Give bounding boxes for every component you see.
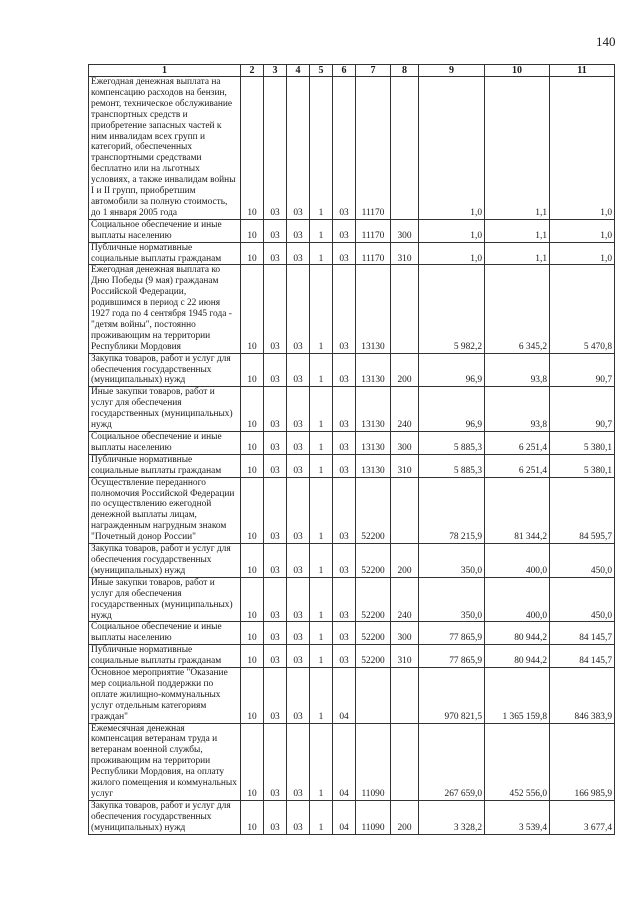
amount-cell: 166 985,9: [550, 723, 615, 800]
table-header-row: [89, 65, 615, 77]
code-cell: 03: [264, 219, 287, 242]
code-cell: 11090: [356, 723, 391, 800]
code-cell: 10: [241, 353, 264, 387]
code-cell: 03: [264, 454, 287, 477]
row-name: Ежемесячная денежная компенсация ветеранам труда и ветеранам военной службы, проживающим на территории Республики Мордовия, на оплату жилого помещения и коммунальных услуг: [89, 723, 241, 800]
code-cell: 03: [287, 622, 310, 645]
code-cell: 310: [391, 454, 419, 477]
code-cell: 10: [241, 668, 264, 724]
table-row: [89, 454, 615, 477]
amount-cell: 450,0: [550, 544, 615, 578]
amount-cell: 90,7: [550, 353, 615, 387]
table-row: [89, 265, 615, 353]
code-cell: 03: [287, 432, 310, 455]
code-cell: 10: [241, 454, 264, 477]
amount-cell: 96,9: [419, 387, 485, 432]
code-cell: 03: [287, 800, 310, 834]
code-cell: 10: [241, 622, 264, 645]
code-cell: 11170: [356, 242, 391, 265]
amount-cell: 3 677,4: [550, 800, 615, 834]
code-cell: 200: [391, 800, 419, 834]
code-cell: 03: [264, 723, 287, 800]
code-cell: [391, 265, 419, 353]
code-cell: 03: [287, 387, 310, 432]
amount-cell: 1,0: [550, 242, 615, 265]
code-cell: 03: [287, 477, 310, 543]
code-cell: 03: [287, 645, 310, 668]
code-cell: 300: [391, 219, 419, 242]
code-cell: 52200: [356, 645, 391, 668]
amount-cell: 350,0: [419, 544, 485, 578]
amount-cell: 6 345,2: [485, 265, 550, 353]
code-cell: [391, 77, 419, 220]
budget-table: [88, 64, 615, 835]
code-cell: 10: [241, 577, 264, 622]
code-cell: 1: [310, 432, 333, 455]
code-cell: 1: [310, 577, 333, 622]
code-cell: 240: [391, 577, 419, 622]
amount-cell: 5 380,1: [550, 432, 615, 455]
table-row: [89, 577, 615, 622]
row-name: Публичные нормативные социальные выплаты гражданам: [89, 454, 241, 477]
table-row: [89, 77, 615, 220]
amount-cell: 77 865,9: [419, 645, 485, 668]
table-row: [89, 219, 615, 242]
table-row: [89, 800, 615, 834]
code-cell: 03: [287, 353, 310, 387]
amount-cell: 6 251,4: [485, 454, 550, 477]
code-cell: 04: [333, 723, 356, 800]
code-cell: 03: [264, 800, 287, 834]
code-cell: 03: [264, 353, 287, 387]
code-cell: 03: [287, 242, 310, 265]
code-cell: 1: [310, 353, 333, 387]
code-cell: 10: [241, 544, 264, 578]
code-cell: 10: [241, 387, 264, 432]
amount-cell: 1,1: [485, 242, 550, 265]
code-cell: 310: [391, 645, 419, 668]
code-cell: 52200: [356, 577, 391, 622]
table-row: [89, 242, 615, 265]
row-name: Закупка товаров, работ и услуг для обеспечения государственных (муниципальных) нужд: [89, 353, 241, 387]
code-cell: 03: [264, 242, 287, 265]
code-cell: 1: [310, 265, 333, 353]
amount-cell: 84 145,7: [550, 645, 615, 668]
amount-cell: 1,0: [550, 219, 615, 242]
code-cell: 10: [241, 265, 264, 353]
code-cell: 03: [333, 77, 356, 220]
amount-cell: 3 539,4: [485, 800, 550, 834]
col-header: 7: [356, 65, 391, 77]
code-cell: 03: [333, 219, 356, 242]
code-cell: 03: [287, 77, 310, 220]
amount-cell: 90,7: [550, 387, 615, 432]
code-cell: 03: [264, 387, 287, 432]
row-name: Ежегодная денежная выплата на компенсацию расходов на бензин, ремонт, техническое обслуживание транспортных средств и приобретение запасных частей к ним инвалидам всех групп и категорий, обеспеченных транспортными средствами бесплатно или на льготных условиях, а также инвалидам войны I и II групп, приобретшим автомобили за полную стоимость, до 1 января 2005 года: [89, 77, 241, 220]
amount-cell: 350,0: [419, 577, 485, 622]
code-cell: 13130: [356, 387, 391, 432]
code-cell: 03: [264, 432, 287, 455]
amount-cell: 970 821,5: [419, 668, 485, 724]
amount-cell: 1,1: [485, 219, 550, 242]
code-cell: 10: [241, 77, 264, 220]
code-cell: 03: [333, 577, 356, 622]
amount-cell: 1,0: [550, 77, 615, 220]
code-cell: [356, 668, 391, 724]
amount-cell: 5 885,3: [419, 454, 485, 477]
amount-cell: 78 215,9: [419, 477, 485, 543]
code-cell: 03: [287, 577, 310, 622]
code-cell: 13130: [356, 353, 391, 387]
code-cell: 300: [391, 622, 419, 645]
code-cell: 300: [391, 432, 419, 455]
code-cell: 52200: [356, 477, 391, 543]
code-cell: 03: [264, 668, 287, 724]
row-name: Социальное обеспечение и иные выплаты населению: [89, 219, 241, 242]
code-cell: 03: [333, 387, 356, 432]
code-cell: 13130: [356, 454, 391, 477]
code-cell: 1: [310, 668, 333, 724]
code-cell: 52200: [356, 544, 391, 578]
code-cell: 03: [264, 77, 287, 220]
code-cell: 03: [333, 622, 356, 645]
code-cell: 03: [333, 477, 356, 543]
code-cell: 240: [391, 387, 419, 432]
code-cell: 1: [310, 645, 333, 668]
table-row: [89, 645, 615, 668]
code-cell: 310: [391, 242, 419, 265]
col-header: 2: [241, 65, 264, 77]
amount-cell: 1,0: [419, 77, 485, 220]
code-cell: 03: [287, 265, 310, 353]
amount-cell: 84 145,7: [550, 622, 615, 645]
code-cell: 10: [241, 219, 264, 242]
code-cell: 1: [310, 477, 333, 543]
code-cell: 1: [310, 77, 333, 220]
amount-cell: 5 885,3: [419, 432, 485, 455]
col-header: 11: [550, 65, 615, 77]
table-row: [89, 544, 615, 578]
table-row: [89, 432, 615, 455]
amount-cell: 80 944,2: [485, 622, 550, 645]
amount-cell: 93,8: [485, 387, 550, 432]
code-cell: 03: [333, 544, 356, 578]
amount-cell: 1 365 159,8: [485, 668, 550, 724]
code-cell: 03: [287, 544, 310, 578]
code-cell: 11090: [356, 800, 391, 834]
table-row: [89, 668, 615, 724]
code-cell: 03: [264, 544, 287, 578]
code-cell: 10: [241, 432, 264, 455]
amount-cell: 400,0: [485, 577, 550, 622]
amount-cell: 1,1: [485, 77, 550, 220]
row-name: Социальное обеспечение и иные выплаты населению: [89, 432, 241, 455]
row-name: Иные закупки товаров, работ и услуг для обеспечения государственных (муниципальных) нужд: [89, 577, 241, 622]
code-cell: 1: [310, 622, 333, 645]
col-header: 3: [264, 65, 287, 77]
table-row: [89, 353, 615, 387]
col-header: 1: [89, 65, 241, 77]
code-cell: 03: [333, 265, 356, 353]
code-cell: 03: [333, 242, 356, 265]
row-name: Ежегодная денежная выплата ко Дню Победы (9 мая) гражданам Российской Федерации, родившимся в период с 22 июня 1927 года по 4 сентября 1945 года - "детям войны", постоянно проживающим на территории Республики Мордовия: [89, 265, 241, 353]
amount-cell: 1,0: [419, 219, 485, 242]
amount-cell: 267 659,0: [419, 723, 485, 800]
code-cell: 03: [287, 668, 310, 724]
table-row: [89, 723, 615, 800]
col-header: 5: [310, 65, 333, 77]
code-cell: 03: [333, 454, 356, 477]
code-cell: 10: [241, 800, 264, 834]
code-cell: 03: [287, 219, 310, 242]
code-cell: 04: [333, 800, 356, 834]
amount-cell: 96,9: [419, 353, 485, 387]
amount-cell: 93,8: [485, 353, 550, 387]
amount-cell: 5 380,1: [550, 454, 615, 477]
code-cell: 03: [287, 454, 310, 477]
amount-cell: 80 944,2: [485, 645, 550, 668]
code-cell: 03: [264, 577, 287, 622]
code-cell: [391, 723, 419, 800]
amount-cell: 400,0: [485, 544, 550, 578]
code-cell: 200: [391, 544, 419, 578]
amount-cell: 6 251,4: [485, 432, 550, 455]
code-cell: 04: [333, 668, 356, 724]
code-cell: 03: [264, 622, 287, 645]
amount-cell: 1,0: [419, 242, 485, 265]
row-name: Публичные нормативные социальные выплаты гражданам: [89, 242, 241, 265]
amount-cell: 450,0: [550, 577, 615, 622]
code-cell: 13130: [356, 265, 391, 353]
code-cell: 03: [264, 265, 287, 353]
amount-cell: 452 556,0: [485, 723, 550, 800]
table-row: [89, 387, 615, 432]
row-name: Закупка товаров, работ и услуг для обеспечения государственных (муниципальных) нужд: [89, 544, 241, 578]
col-header: 9: [419, 65, 485, 77]
table-row: [89, 477, 615, 543]
row-name: Осуществление переданного полномочия Российской Федерации по осуществлению ежегодной денежной выплаты лицам, награжденным нагрудным знаком "Почетный донор России": [89, 477, 241, 543]
code-cell: 10: [241, 723, 264, 800]
row-name: Иные закупки товаров, работ и услуг для обеспечения государственных (муниципальных) нужд: [89, 387, 241, 432]
code-cell: 11170: [356, 219, 391, 242]
row-name: Публичные нормативные социальные выплаты гражданам: [89, 645, 241, 668]
page-number: 140: [596, 34, 616, 49]
code-cell: 10: [241, 242, 264, 265]
code-cell: [391, 477, 419, 543]
code-cell: 03: [333, 353, 356, 387]
code-cell: [391, 668, 419, 724]
row-name: Основное мероприятие "Оказание мер социальной поддержки по оплате жилищно-коммунальных услуг отдельным категориям граждан": [89, 668, 241, 724]
amount-cell: 77 865,9: [419, 622, 485, 645]
row-name: Закупка товаров, работ и услуг для обеспечения государственных (муниципальных) нужд: [89, 800, 241, 834]
code-cell: 03: [264, 645, 287, 668]
col-header: 8: [391, 65, 419, 77]
table-row: [89, 622, 615, 645]
code-cell: 1: [310, 387, 333, 432]
code-cell: 1: [310, 219, 333, 242]
code-cell: 1: [310, 242, 333, 265]
amount-cell: 5 470,8: [550, 265, 615, 353]
col-header: 10: [485, 65, 550, 77]
code-cell: 03: [333, 432, 356, 455]
code-cell: 1: [310, 800, 333, 834]
code-cell: 1: [310, 544, 333, 578]
amount-cell: 84 595,7: [550, 477, 615, 543]
row-name: Социальное обеспечение и иные выплаты населению: [89, 622, 241, 645]
amount-cell: 846 383,9: [550, 668, 615, 724]
col-header: 6: [333, 65, 356, 77]
code-cell: 13130: [356, 432, 391, 455]
code-cell: 10: [241, 477, 264, 543]
code-cell: 1: [310, 454, 333, 477]
amount-cell: 5 982,2: [419, 265, 485, 353]
amount-cell: 81 344,2: [485, 477, 550, 543]
code-cell: 200: [391, 353, 419, 387]
code-cell: 10: [241, 645, 264, 668]
code-cell: 03: [264, 477, 287, 543]
col-header: 4: [287, 65, 310, 77]
code-cell: 03: [287, 723, 310, 800]
code-cell: 11170: [356, 77, 391, 220]
code-cell: 03: [333, 645, 356, 668]
code-cell: 52200: [356, 622, 391, 645]
code-cell: 1: [310, 723, 333, 800]
amount-cell: 3 328,2: [419, 800, 485, 834]
